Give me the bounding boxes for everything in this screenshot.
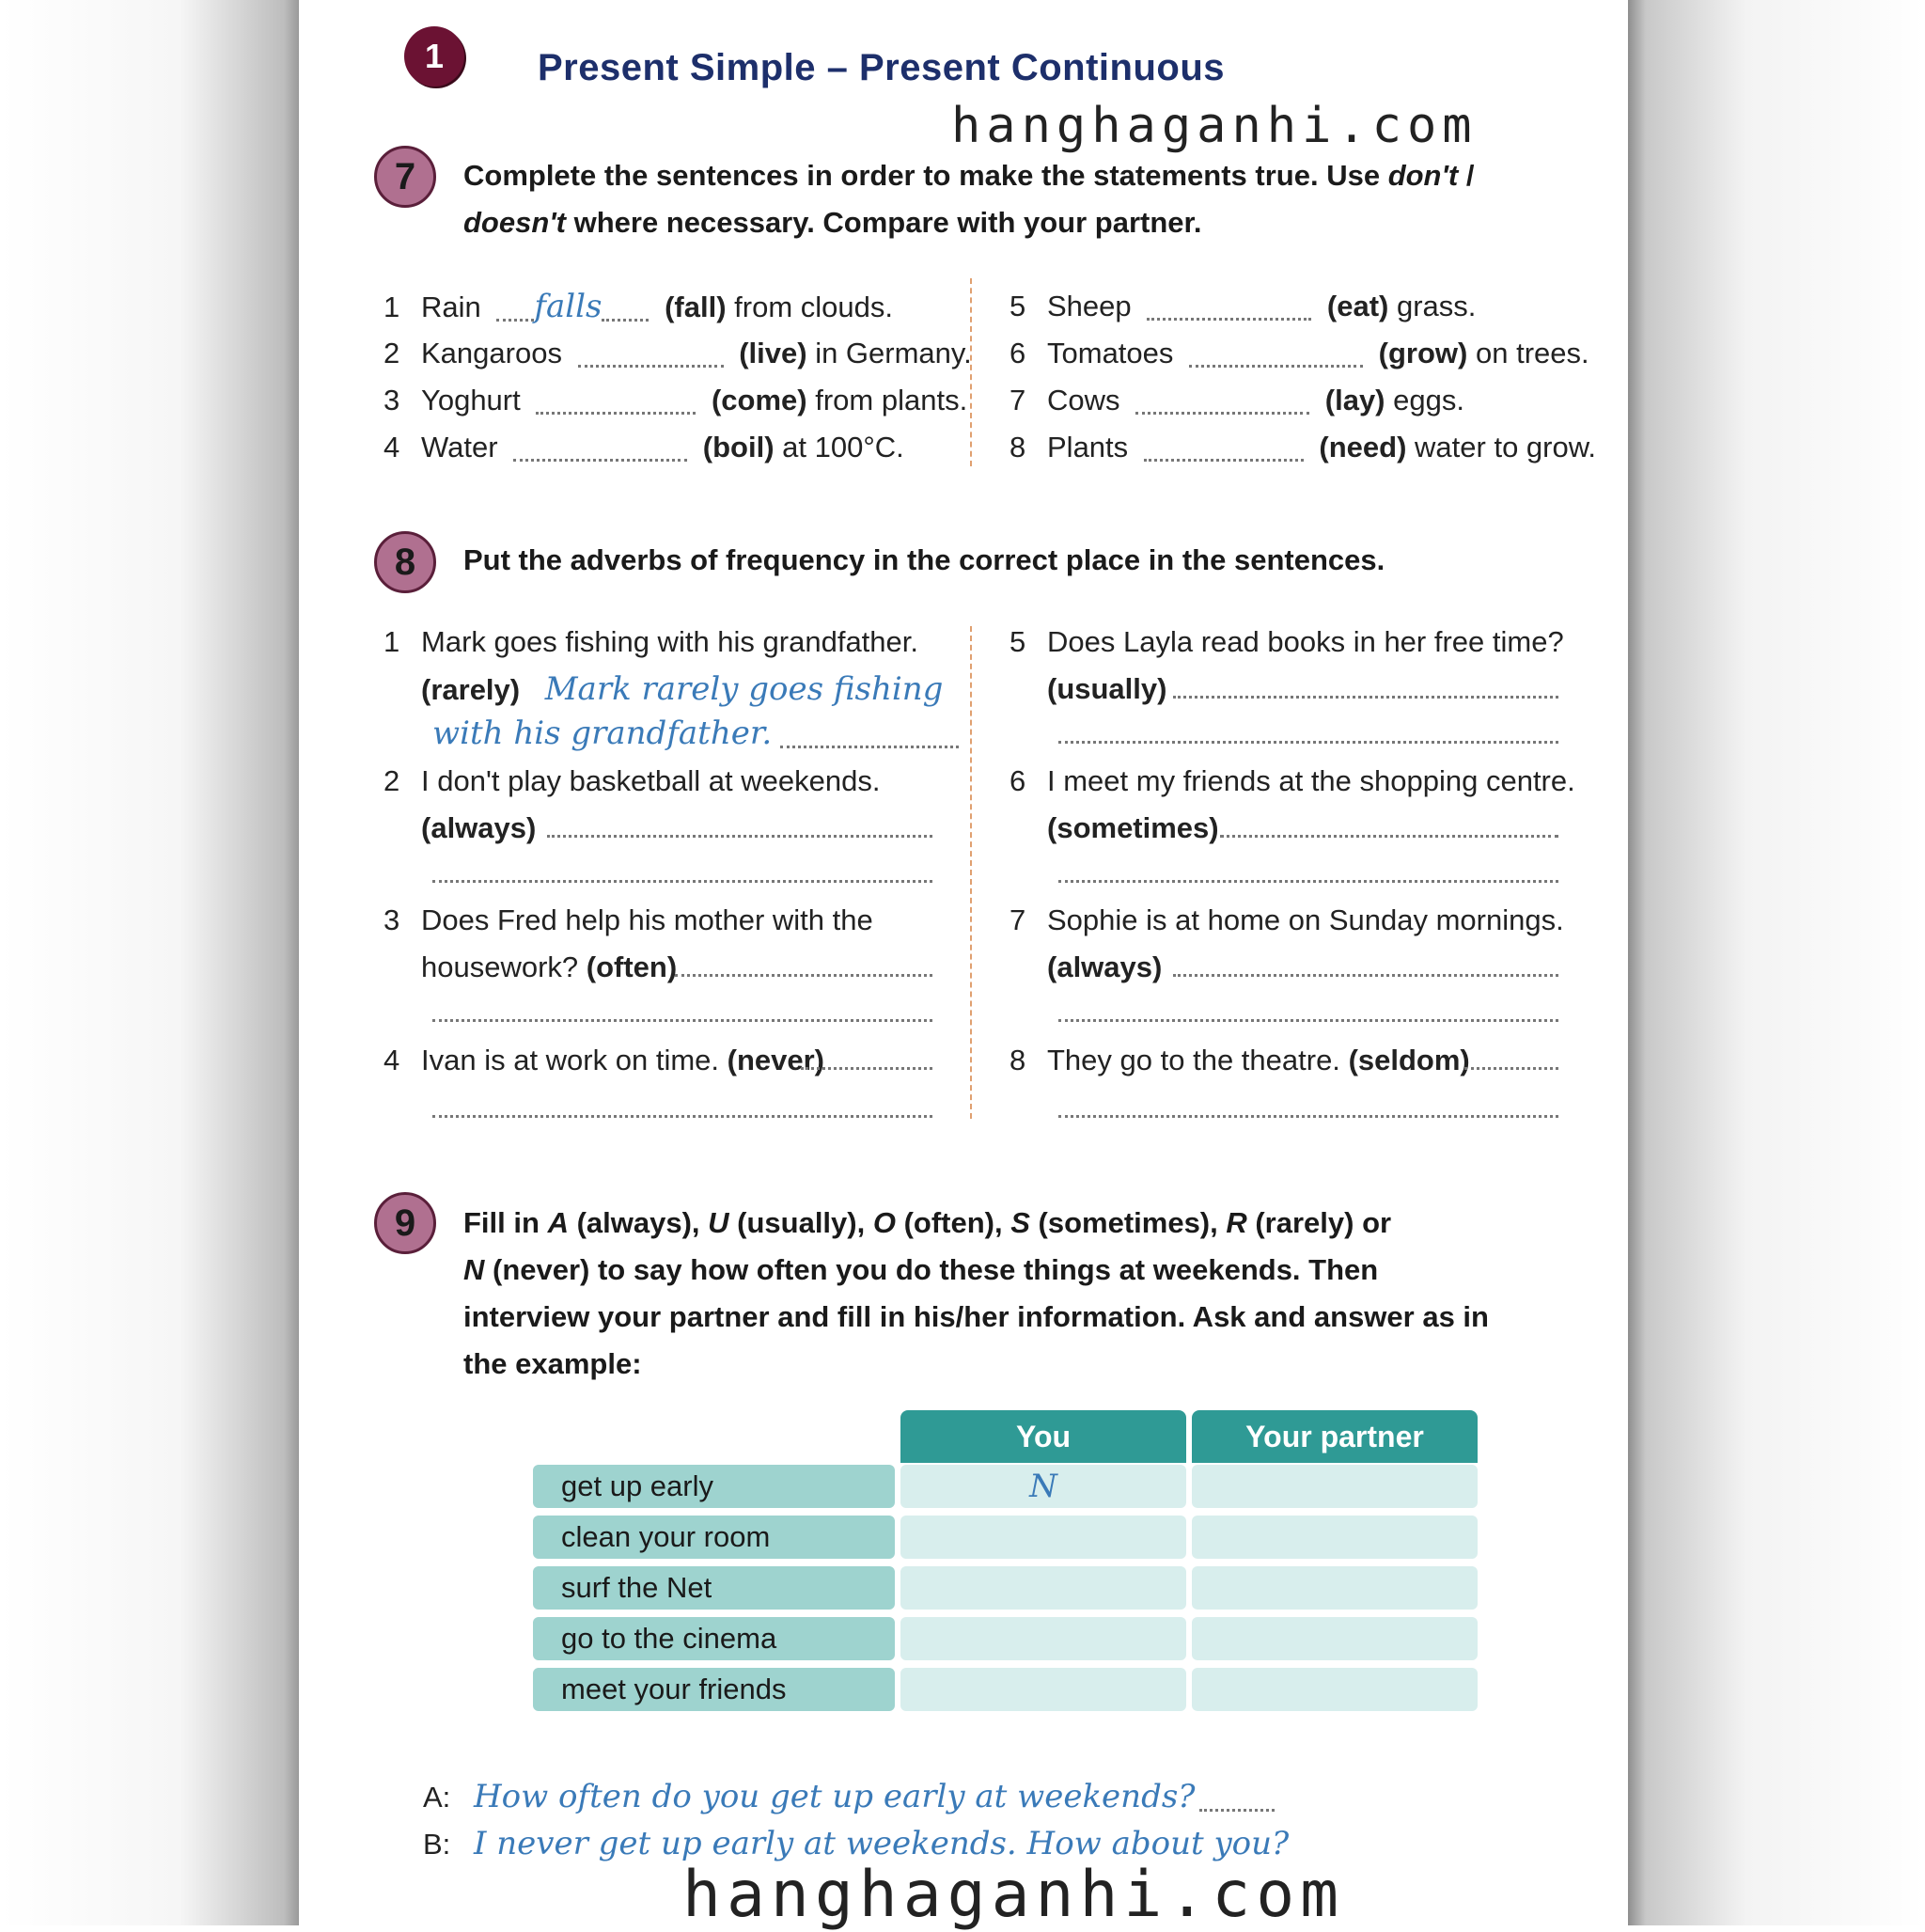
ex7-item-5: 5 Sheep (eat) grass. xyxy=(1009,290,1477,322)
ex8-item-2-answer-2[interactable] xyxy=(432,878,932,883)
ex8-item-1-answer-cont xyxy=(432,710,966,758)
exercise-7-badge: 7 xyxy=(374,146,436,208)
table-row-activity: get up early xyxy=(533,1465,895,1508)
ex8-item-7-answer[interactable] xyxy=(1173,972,1558,977)
ex7-item-3-answer[interactable] xyxy=(536,389,696,415)
exercise-9-badge: 9 xyxy=(374,1192,436,1254)
table-cell-partner[interactable] xyxy=(1192,1516,1478,1559)
table-row-activity: meet your friends xyxy=(533,1668,895,1711)
ex8-item-8-question: 8 They go to the theatre. (seldom) xyxy=(1009,1044,1470,1076)
ex8-item-7-adverb: (always) xyxy=(1047,950,1163,983)
ex8-item-3-question-cont: housework? (often) xyxy=(421,950,678,983)
ex8-item-6-answer[interactable] xyxy=(1220,833,1558,838)
exercise-8-badge: 8 xyxy=(374,531,436,593)
ex8-item-3-answer-2[interactable] xyxy=(432,1017,932,1022)
ex8-item-4-answer[interactable] xyxy=(801,1065,932,1070)
ex8-item-2-adverb: (always) xyxy=(421,811,537,844)
ex8-item-5-answer-2[interactable] xyxy=(1058,739,1558,744)
ex8-item-6-answer-2[interactable] xyxy=(1058,878,1558,883)
ex7-item-6-answer[interactable] xyxy=(1189,342,1363,368)
table-row-activity: go to the cinema xyxy=(533,1617,895,1660)
ex7-item-1-answer[interactable]: falls xyxy=(534,288,603,325)
column-divider xyxy=(970,626,972,1119)
table-cell-partner[interactable] xyxy=(1192,1566,1478,1610)
dialog-line-a: A: How often do you get up early at weekends? xyxy=(423,1773,1282,1821)
table-cell-partner[interactable] xyxy=(1192,1617,1478,1660)
ex8-item-3-answer[interactable] xyxy=(675,972,932,977)
ex8-item-4-answer-2[interactable] xyxy=(432,1113,932,1118)
table-cell-you[interactable] xyxy=(900,1668,1186,1711)
table-cell-you[interactable] xyxy=(900,1617,1186,1660)
page-shadow-left xyxy=(0,0,299,1925)
ex8-item-6-question: 6 I meet my friends at the shopping centre. xyxy=(1009,764,1575,797)
table-cell-you[interactable] xyxy=(900,1566,1186,1610)
ex7-item-8-answer[interactable] xyxy=(1144,436,1304,462)
ex7-item-3: 3 Yoghurt (come) from plants. xyxy=(383,384,968,416)
ex8-item-7-question: 7 Sophie is at home on Sunday mornings. xyxy=(1009,903,1564,936)
ex7-item-7: 7 Cows (lay) eggs. xyxy=(1009,384,1464,416)
page-title: Present Simple – Present Continuous xyxy=(538,47,1225,88)
ex8-item-1-question: 1 Mark goes fishing with his grandfather. xyxy=(383,625,918,658)
watermark-top: hanghaganhi.com xyxy=(951,98,1478,154)
ex7-item-8: 8 Plants (need) water to grow. xyxy=(1009,431,1597,463)
table-header-you: You xyxy=(900,1410,1186,1463)
ex8-item-5-adverb: (usually) xyxy=(1047,672,1167,705)
page-shadow-right xyxy=(1628,0,1925,1925)
ex8-item-7-answer-2[interactable] xyxy=(1058,1017,1558,1022)
table-row-activity: clean your room xyxy=(533,1516,895,1559)
ex7-item-4: 4 Water (boil) at 100°C. xyxy=(383,431,904,463)
exercise-9-instruction: Fill in A (always), U (usually), O (often), S (sometimes), R (rarely) or N (never) to say how often you do these things at weekends. Then interview your partner and fill in his/her information. Ask and answer as in the example: xyxy=(463,1206,1489,1380)
table-row-activity: surf the Net xyxy=(533,1566,895,1610)
exercise-8-instruction: Put the adverbs of frequency in the correct place in the sentences. xyxy=(463,543,1385,576)
ex7-item-7-answer[interactable] xyxy=(1135,389,1309,415)
ex8-item-2-question: 2 I don't play basketball at weekends. xyxy=(383,764,881,797)
ex8-item-8-answer-2[interactable] xyxy=(1058,1113,1558,1118)
unit-number-badge: 1 xyxy=(404,26,464,86)
table-header-partner: Your partner xyxy=(1192,1410,1478,1463)
ex7-item-5-answer[interactable] xyxy=(1147,295,1311,321)
ex8-item-1-answer[interactable]: Mark rarely goes fishing xyxy=(544,670,944,708)
ex7-item-2: 2 Kangaroos (live) in Germany. xyxy=(383,337,972,369)
watermark-bottom: hanghaganhi.com xyxy=(682,1858,1345,1932)
exercise-7-instruction: Complete the sentences in order to make the statements true. Use don't / doesn't where necessary. Compare with your partner. xyxy=(463,159,1475,239)
ex8-item-6-adverb: (sometimes) xyxy=(1047,811,1219,844)
dialog-line-b: B: I never get up early at weekends. How about you? xyxy=(423,1825,1290,1862)
ex8-item-1-answer-line: (rarely) Mark rarely goes fishing xyxy=(421,670,944,708)
ex7-item-1: 1 Rain falls (fall) from clouds. xyxy=(383,288,893,325)
ex8-item-5-question: 5 Does Layla read books in her free time? xyxy=(1009,625,1564,658)
table-cell-you[interactable] xyxy=(900,1516,1186,1559)
table-cell-partner[interactable] xyxy=(1192,1668,1478,1711)
ex7-item-4-answer[interactable] xyxy=(513,436,687,462)
table-cell-partner[interactable] xyxy=(1192,1465,1478,1508)
table-cell-you[interactable]: N xyxy=(900,1465,1186,1508)
ex8-item-1-answer-2[interactable]: with his grandfather. xyxy=(432,715,773,752)
ex7-item-6: 6 Tomatoes (grow) on trees. xyxy=(1009,337,1589,369)
ex8-item-2-answer[interactable] xyxy=(547,833,932,838)
ex8-item-4-question: 4 Ivan is at work on time. (never) xyxy=(383,1044,825,1076)
ex8-item-3-question: 3 Does Fred help his mother with the xyxy=(383,903,873,936)
ex8-item-5-answer[interactable] xyxy=(1173,694,1558,699)
ex8-item-8-answer[interactable] xyxy=(1464,1065,1558,1070)
ex7-item-2-answer[interactable] xyxy=(578,342,724,368)
